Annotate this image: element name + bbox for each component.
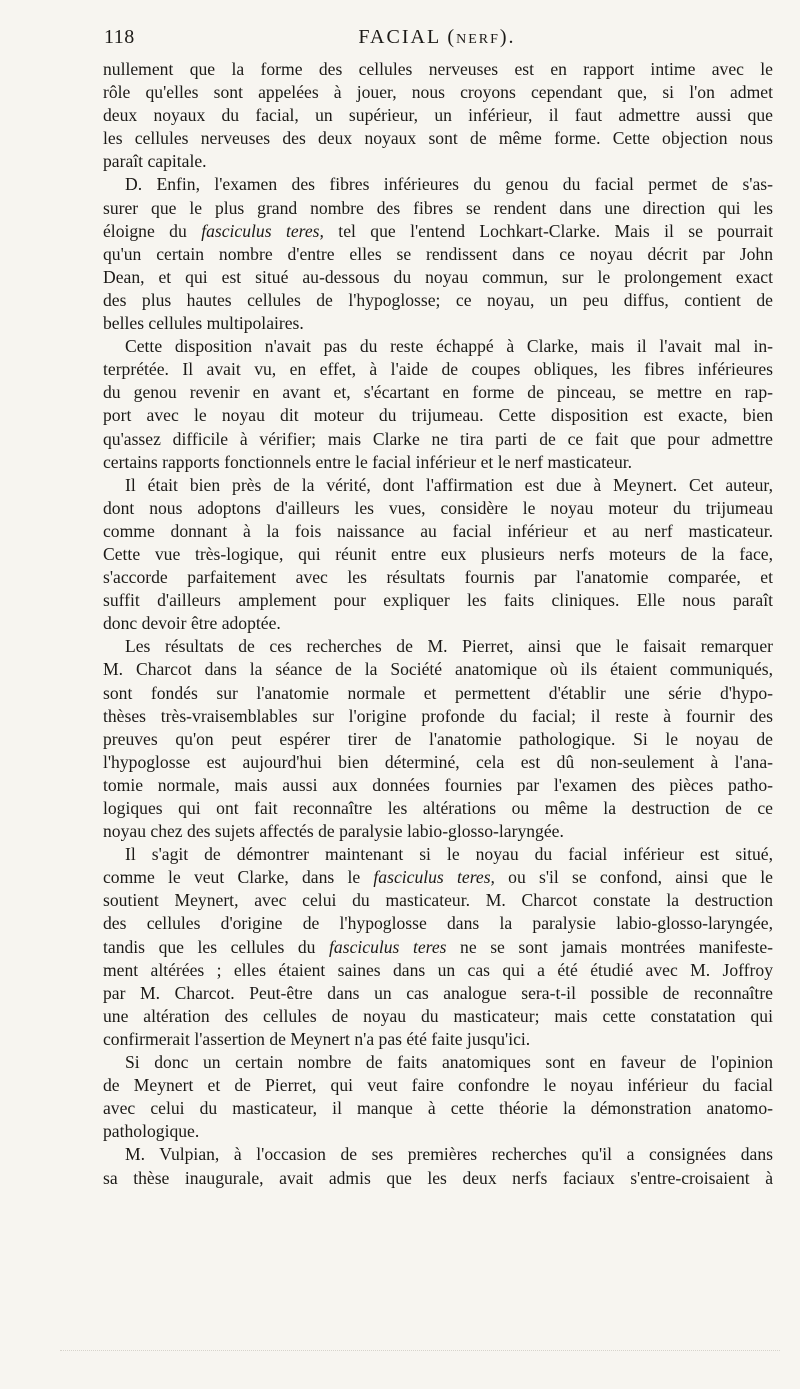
text-line: M. Charcot dans la séance de la Société anatomique où ils étaient communiqués, (103, 659, 773, 680)
text-line: sont fondés sur l'anatomie normale et permettent d'établir une série d'hypo- (103, 682, 773, 703)
text-line: qu'un certain nombre d'entre elles se rendissent dans ce noyau décrit par John (103, 243, 773, 264)
running-head-close: ). (499, 26, 516, 48)
text-line: de Meynert et de Pierret, qui veut faire confondre le noyau inférieur du facial (103, 1075, 773, 1096)
text-line: Cette disposition n'avait pas du reste échappé à Clarke, mais il l'avait mal in- (125, 336, 773, 357)
text-run: éloigne du (103, 220, 202, 241)
text-line: des cellules d'origine de l'hypoglosse dans la paralysie labio-glosso-laryngée, (103, 913, 773, 934)
italic-term: fasciculus teres, (201, 220, 324, 241)
text-line: s'accorde parfaitement avec les résultats fournis par l'anatomie comparée, et (103, 567, 773, 588)
text-line: D. Enfin, l'examen des fibres inférieures du genou du facial permet de s'as- (125, 174, 773, 195)
running-head-small: NERF (456, 32, 500, 47)
text-line: une altération des cellules de noyau du masticateur; mais cette constatation qui (103, 1005, 773, 1026)
italic-term: fasciculus teres, (373, 867, 495, 888)
text-run: ou s'il se confond, ainsi que le (494, 867, 773, 888)
text-line: rôle qu'elles sont appelées à jouer, nous croyons cependant que, si l'on admet (103, 82, 773, 103)
text-run: tandis que les cellules du (103, 936, 330, 957)
page-number: 118 (104, 26, 135, 48)
running-head-main: FACIAL ( (358, 26, 457, 48)
text-run: comme le veut Clarke, dans le (103, 867, 374, 888)
text-line: ment altérées ; elles étaient saines dans un cas qui a été étudié avec M. Joffroy (103, 959, 773, 980)
text-line: surer que le plus grand nombre des fibres se rendent dans une direction qui les (103, 197, 773, 218)
text-line: nullement que la forme des cellules nerveuses est en rapport intime avec le (103, 59, 773, 79)
text-line: des plus hautes cellules de l'hypoglosse; ce noyau, un peu diffus, contient de (103, 289, 773, 310)
italic-term: fasciculus teres (329, 936, 447, 957)
text-run: ne se sont jamais montrées manifeste- (446, 936, 774, 957)
text-line: l'hypoglosse est aujourd'hui bien déterminé, cela est dû non-seulement à l'ana- (103, 751, 773, 772)
text-line: donc devoir être adoptée. (103, 613, 281, 634)
text-line: paraît capitale. (103, 151, 207, 172)
text-line: port avec le noyau dit moteur du trijumeau. Cette disposition est exacte, bien (103, 405, 773, 426)
text-line: noyau chez des sujets affectés de paralysie labio-glosso-laryngée. (103, 821, 564, 842)
text-line: logiques qui ont fait reconnaître les altérations ou même la destruction de ce (103, 798, 773, 818)
running-head (104, 26, 770, 49)
text-line: comme donnant à la fois naissance au facial inférieur et au nerf masticateur. (103, 520, 773, 541)
text-run: tel que l'entend Lochkart-Clarke. Mais il se pourrait (323, 220, 773, 241)
text-line: avec celui du masticateur, il manque à cette théorie la démonstration anatomo- (103, 1098, 773, 1119)
text-line: sa thèse inaugurale, avait admis que les deux nerfs faciaux s'entre-croisaient à (103, 1167, 773, 1188)
text-line: soutient Meynert, avec celui du masticateur. M. Charcot constate la destruction (103, 890, 773, 911)
body-text (103, 58, 773, 1190)
text-line-mixed (103, 866, 773, 889)
text-line: dont nous adoptons d'ailleurs les vues, considère le noyau moteur du trijumeau (103, 497, 773, 518)
text-line: certains rapports fonctionnels entre le facial inférieur et le nerf masticateur. (103, 451, 633, 472)
text-line-mixed (103, 220, 773, 243)
text-line: Dean, et qui est situé au-dessous du noyau commun, sur le prolongement exact (103, 266, 773, 287)
text-line: Il était bien près de la vérité, dont l'affirmation est due à Meynert. Cet auteur, (125, 474, 773, 495)
text-line: Il s'agit de démontrer maintenant si le noyau du facial inférieur est situé, (125, 844, 773, 865)
text-line: terprétée. Il avait vu, en effet, à l'aide de coupes obliques, les fibres inférieures (103, 359, 773, 380)
text-line: preuves qu'on peut espérer tirer de l'anatomie pathologique. Si le noyau de (103, 728, 773, 749)
text-line: suffit d'ailleurs amplement pour expliquer les faits cliniques. Elle nous paraît (103, 590, 773, 611)
page-edge-marks (60, 1350, 780, 1352)
text-line-mixed (103, 936, 773, 959)
text-line: les cellules nerveuses des deux noyaux sont de même forme. Cette objection nous (103, 128, 773, 149)
text-line: M. Vulpian, à l'occasion de ses premières recherches qu'il a consignées dans (125, 1144, 773, 1165)
text-line: confirmerait l'assertion de Meynert n'a pas été faite jusqu'ici. (103, 1028, 531, 1049)
text-line: Si donc un certain nombre de faits anatomiques sont en faveur de l'opinion (125, 1052, 773, 1073)
text-line: deux noyaux du facial, un supérieur, un inférieur, il faut admettre aussi que (103, 105, 773, 126)
text-line: pathologique. (103, 1121, 200, 1142)
text-line: du genou revenir en avant et, s'écartant en forme de pinceau, se mettre en rap- (103, 382, 773, 403)
text-line: belles cellules multipolaires. (103, 313, 304, 334)
text-line: tomie normale, mais aussi aux données fournies par l'examen des pièces patho- (103, 774, 773, 795)
text-line: Cette vue très-logique, qui réunit entre eux plusieurs nerfs moteurs de la face, (103, 543, 773, 564)
text-line: qu'assez difficile à vérifier; mais Clarke ne tira parti de ce fait que pour admettre (103, 428, 773, 449)
page-header (104, 26, 770, 52)
text-line: par M. Charcot. Peut-être dans un cas analogue sera-t-il possible de reconnaître (103, 982, 773, 1003)
text-line: Les résultats de ces recherches de M. Pierret, ainsi que le faisait remarquer (125, 636, 773, 657)
text-line: thèses très-vraisemblables sur l'origine profonde du facial; il reste à fournir des (103, 705, 773, 726)
